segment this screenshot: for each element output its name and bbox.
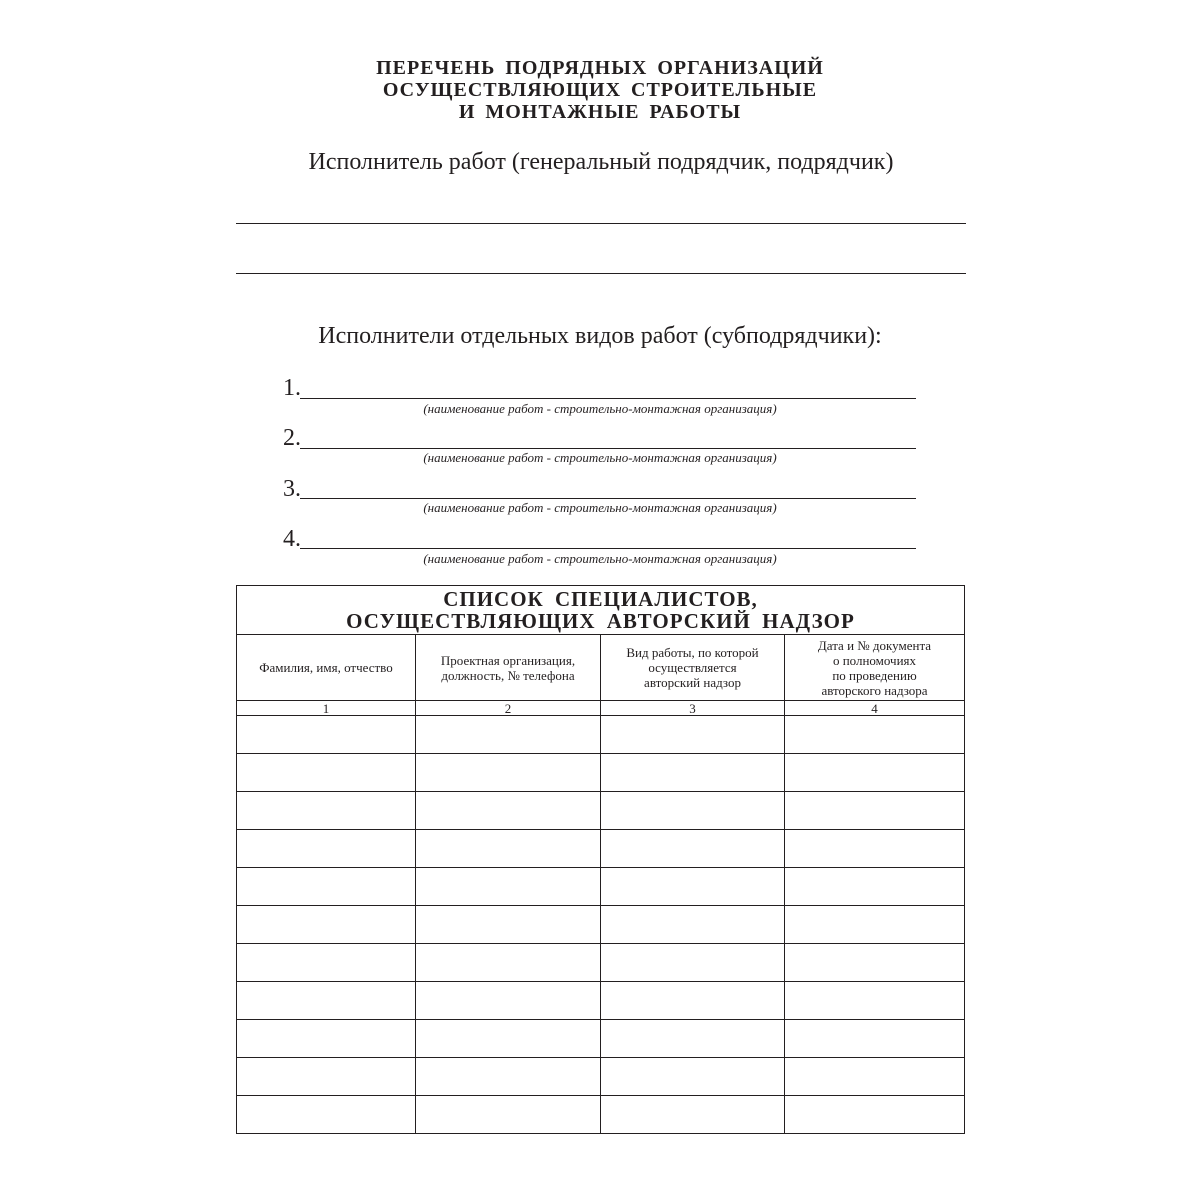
table-cell[interactable]: [416, 1020, 601, 1058]
table-cell[interactable]: [785, 1020, 965, 1058]
table-row: [237, 944, 965, 982]
table-cell[interactable]: [416, 1058, 601, 1096]
table-row: [237, 716, 965, 754]
table-cell[interactable]: [601, 716, 785, 754]
table-cell[interactable]: [785, 830, 965, 868]
table-title-row: [237, 586, 965, 635]
page-title-line: ОСУЩЕСТВЛЯЮЩИХ СТРОИТЕЛЬНЫЕ: [382, 79, 818, 101]
table-cell[interactable]: [601, 982, 785, 1020]
table-cell[interactable]: [785, 1096, 965, 1134]
column-header-line: авторского надзора: [821, 682, 928, 698]
table-cell[interactable]: [416, 982, 601, 1020]
table-cell[interactable]: [237, 868, 416, 906]
table-cell[interactable]: [237, 1020, 416, 1058]
table-title-line: ОСУЩЕСТВЛЯЮЩИХ АВТОРСКИЙ НАДЗОР: [346, 609, 855, 633]
column-header-line: Проектная организация,: [440, 652, 576, 668]
page-title-line: И МОНТАЖНЫЕ РАБОТЫ: [458, 101, 742, 123]
table-cell[interactable]: [416, 868, 601, 906]
column-header-line: должность, № телефона: [441, 667, 575, 683]
column-number: 3: [601, 701, 785, 716]
table-row: [237, 1096, 965, 1134]
contractor-fill-line[interactable]: [236, 273, 966, 274]
table-cell[interactable]: [237, 982, 416, 1020]
page-title-line: ПЕРЕЧЕНЬ ПОДРЯДНЫХ ОРГАНИЗАЦИЙ: [376, 57, 824, 79]
column-header-line: о полномочиях: [832, 652, 917, 668]
table-cell[interactable]: [785, 716, 965, 754]
column-header-work-type: [601, 635, 785, 701]
table-cell[interactable]: [237, 944, 416, 982]
subcontractor-caption: (наименование работ - строительно-монтажная организация): [423, 450, 777, 465]
table-cell[interactable]: [785, 906, 965, 944]
table-cell[interactable]: [237, 1096, 416, 1134]
column-header-line: авторский надзор: [644, 675, 741, 690]
subcontractor-fill-line[interactable]: [300, 448, 916, 449]
table-cell[interactable]: [237, 792, 416, 830]
contractor-label: Исполнитель работ (генеральный подрядчик, подрядчик): [308, 149, 894, 175]
column-header-line: по проведению: [832, 667, 917, 683]
column-header-design-organization: [416, 635, 601, 701]
subcontractors-label: Исполнители отдельных видов работ (субподрядчики):: [318, 323, 882, 349]
table-title: [237, 586, 965, 635]
table-cell[interactable]: [237, 716, 416, 754]
table-cell[interactable]: [601, 1058, 785, 1096]
table-cell[interactable]: [237, 1058, 416, 1096]
table-row: [237, 868, 965, 906]
column-header-line: Дата и № документа: [817, 637, 932, 653]
column-header-full-name: [237, 635, 416, 701]
table-cell[interactable]: [601, 1096, 785, 1134]
table-cell[interactable]: [601, 868, 785, 906]
subcontractor-caption: (наименование работ - строительно-монтажная организация): [423, 500, 777, 515]
table-cell[interactable]: [237, 906, 416, 944]
table-cell[interactable]: [785, 868, 965, 906]
subcontractor-fill-line[interactable]: [300, 498, 916, 499]
column-number: 4: [785, 701, 965, 716]
table-row: [237, 1058, 965, 1096]
table-cell[interactable]: [785, 944, 965, 982]
table-cell[interactable]: [416, 944, 601, 982]
subcontractor-number: 4.: [283, 526, 301, 552]
subcontractor-fill-line[interactable]: [300, 548, 916, 549]
column-header-line: Фамилия, имя, отчество: [259, 660, 393, 675]
column-number: 2: [416, 701, 601, 716]
subcontractor-number: 3.: [283, 476, 301, 502]
column-header-line: Вид работы, по которой: [626, 645, 759, 660]
table-title-line: СПИСОК СПЕЦИАЛИСТОВ,: [443, 587, 758, 611]
table-row: [237, 754, 965, 792]
table-cell[interactable]: [416, 1096, 601, 1134]
table-cell[interactable]: [416, 754, 601, 792]
table-cell[interactable]: [237, 830, 416, 868]
subcontractor-number: 1.: [283, 375, 301, 401]
table-row: [237, 792, 965, 830]
table-cell[interactable]: [785, 754, 965, 792]
table-cell[interactable]: [785, 792, 965, 830]
table-cell[interactable]: [601, 1020, 785, 1058]
table-cell[interactable]: [416, 830, 601, 868]
table-body: [237, 716, 965, 1134]
table-row: [237, 906, 965, 944]
table-cell[interactable]: [785, 982, 965, 1020]
table-cell[interactable]: [785, 1058, 965, 1096]
table-row: [237, 982, 965, 1020]
column-number-row: [237, 701, 965, 716]
specialists-table: [236, 585, 965, 1134]
table-row: [237, 830, 965, 868]
table-cell[interactable]: [601, 830, 785, 868]
subcontractor-caption: (наименование работ - строительно-монтажная организация): [423, 401, 777, 416]
column-header-line: осуществляется: [648, 660, 737, 675]
subcontractor-caption: (наименование работ - строительно-монтажная организация): [423, 551, 777, 566]
subcontractor-fill-line[interactable]: [300, 398, 916, 399]
contractor-fill-line[interactable]: [236, 223, 966, 224]
table-row: [237, 1020, 965, 1058]
table-cell[interactable]: [416, 792, 601, 830]
table-cell[interactable]: [601, 754, 785, 792]
table-cell[interactable]: [416, 716, 601, 754]
table-cell[interactable]: [601, 792, 785, 830]
table-cell[interactable]: [416, 906, 601, 944]
table-cell[interactable]: [601, 906, 785, 944]
column-header-authority-document: [785, 635, 965, 701]
table-cell[interactable]: [601, 944, 785, 982]
column-number: 1: [237, 701, 416, 716]
column-header-row: [237, 635, 965, 701]
table-cell[interactable]: [237, 754, 416, 792]
page-title: [0, 57, 1200, 123]
subcontractor-number: 2.: [283, 425, 301, 451]
